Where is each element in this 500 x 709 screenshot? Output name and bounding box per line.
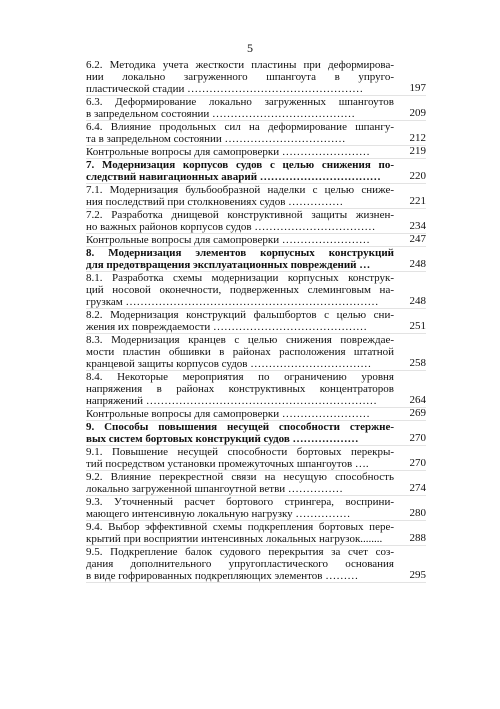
toc-entry-line: 9.2. Влияние перекрестной связи на несущую способность bbox=[86, 471, 394, 483]
toc-entry-line: 8.3. Модернизация кранцев с целью снижения повреждае- bbox=[86, 334, 394, 346]
toc-entry-line: крытий при восприятии интенсивных локальных нагрузок........ bbox=[86, 533, 383, 545]
toc-entry-line: 6.3. Деформирование локально загруженных шпангоутов bbox=[86, 96, 394, 108]
toc-chapter-entry bbox=[86, 159, 426, 184]
toc-entry-line: 7.1. Модернизация бульбообразной наделки с целью сниже- bbox=[86, 184, 394, 196]
toc-entry-line: вых систем бортовых конструкций судов ……………… bbox=[86, 433, 359, 445]
toc-entry bbox=[86, 234, 426, 247]
page-number: 5 bbox=[247, 41, 253, 55]
toc-entry bbox=[86, 408, 426, 421]
toc-entry-line: 7. Модернизация корпусов судов с целью снижения по- bbox=[86, 159, 394, 171]
toc-entry-line: жения их повреждаемости …………………………………… bbox=[86, 321, 368, 333]
toc-page-number: 264 bbox=[409, 394, 426, 406]
toc-entry bbox=[86, 209, 426, 234]
toc-entry bbox=[86, 59, 426, 96]
toc-page-number: 221 bbox=[409, 195, 426, 207]
toc-entry-line: мости пластин обшивки в районах расположения штатной bbox=[86, 346, 394, 358]
toc-entry-line: в виде гофрированных подкрепляющих элементов ……… bbox=[86, 570, 359, 582]
toc-page-number: 270 bbox=[409, 432, 426, 444]
toc-chapter-entry bbox=[86, 247, 426, 272]
toc-entry-line: 8. Модернизация элементов корпусных конструкций bbox=[86, 247, 394, 259]
toc-page-number: 247 bbox=[409, 233, 426, 245]
toc-entry-line: мающего интенсивную локальную нагрузку …………… bbox=[86, 508, 351, 520]
toc-entry-line: локально загруженной шпангоутной ветви …………… bbox=[86, 483, 343, 495]
toc-entry bbox=[86, 371, 426, 408]
table-of-contents bbox=[86, 59, 426, 583]
toc-entry-line: для предотвращения эксплуатационных повреждений … bbox=[86, 259, 371, 271]
toc-entry bbox=[86, 272, 426, 309]
toc-page-number: 219 bbox=[409, 145, 426, 157]
toc-page-number: 258 bbox=[409, 357, 426, 369]
toc-entry-line: 9.1. Повышение несущей способности бортовых перекры- bbox=[86, 446, 394, 458]
toc-entry bbox=[86, 96, 426, 121]
toc-page-number: 251 bbox=[409, 320, 426, 332]
toc-entry-line: Контрольные вопросы для самопроверки …………………… bbox=[86, 234, 370, 246]
toc-entry-line: 6.4. Влияние продольных сил на деформирование шпангу- bbox=[86, 121, 394, 133]
toc-page-number: 197 bbox=[409, 82, 426, 94]
toc-entry-line: 8.4. Некоторые мероприятия по ограничению уровня bbox=[86, 371, 394, 383]
toc-entry-line: ций носовой оконечности, подверженных слеминговым на- bbox=[86, 284, 394, 296]
toc-entry-line: тий посредством установки промежуточных шпангоутов …. bbox=[86, 458, 369, 470]
toc-entry-line: 9. Способы повышения несущей способности стержне- bbox=[86, 421, 394, 433]
toc-entry-line: следствий навигационных аварий …………………………… bbox=[86, 171, 381, 183]
toc-entry-line: но важных районов корпусов судов …………………………… bbox=[86, 221, 376, 233]
toc-entry-line: в запредельном состоянии ………………………………… bbox=[86, 108, 355, 120]
toc-entry-line: 6.2. Методика учета жесткости пластины при деформирова- bbox=[86, 59, 394, 71]
toc-page-number: 270 bbox=[409, 457, 426, 469]
toc-page-number: 295 bbox=[409, 569, 426, 581]
toc-page-number: 212 bbox=[409, 132, 426, 144]
toc-entry-line: нии локально загруженного шпангоута в упруго- bbox=[86, 71, 394, 83]
toc-entry-line: Контрольные вопросы для самопроверки …………………… bbox=[86, 146, 370, 158]
toc-entry-line: та в запредельном состоянии …………………………… bbox=[86, 133, 346, 145]
toc-entry bbox=[86, 546, 426, 583]
toc-page-number: 248 bbox=[409, 295, 426, 307]
toc-entry-line: 8.2. Модернизация конструкций фальшбортов с целью сни- bbox=[86, 309, 394, 321]
toc-page-number: 274 bbox=[409, 482, 426, 494]
toc-entry-line: 9.3. Уточненный расчет бортового стрингера, восприни- bbox=[86, 496, 394, 508]
toc-entry-line: грузкам …………………………………………………………… bbox=[86, 296, 379, 308]
toc-entry-line: 9.5. Подкрепление балок судового перекрытия за счет соз- bbox=[86, 546, 394, 558]
toc-entry-line: ния последствий при столкновениях судов …………… bbox=[86, 196, 344, 208]
toc-entry bbox=[86, 146, 426, 159]
toc-page-number: 220 bbox=[409, 170, 426, 182]
toc-entry-line: напряжений ……………………………………………………… bbox=[86, 395, 377, 407]
toc-entry bbox=[86, 334, 426, 371]
toc-entry bbox=[86, 121, 426, 146]
toc-page-number: 234 bbox=[409, 220, 426, 232]
toc-entry bbox=[86, 184, 426, 209]
toc-entry-line: 9.4. Выбор эффективной схемы подкрепления бортовых пере- bbox=[86, 521, 394, 533]
toc-entry bbox=[86, 471, 426, 496]
toc-page-number: 248 bbox=[409, 258, 426, 270]
toc-entry bbox=[86, 446, 426, 471]
toc-entry bbox=[86, 521, 426, 546]
toc-entry-line: кранцевой защиты корпусов судов …………………………… bbox=[86, 358, 372, 370]
toc-page-number: 288 bbox=[409, 532, 426, 544]
toc-entry-line: Контрольные вопросы для самопроверки …………………… bbox=[86, 408, 370, 420]
toc-entry bbox=[86, 496, 426, 521]
toc-entry-line: 7.2. Разработка днищевой конструктивной защиты жизнен- bbox=[86, 209, 394, 221]
toc-entry-line: напряжения в районах конструктивных концентраторов bbox=[86, 383, 394, 395]
toc-page-number: 280 bbox=[409, 507, 426, 519]
toc-entry-line: пластической стадии ………………………………………… bbox=[86, 83, 364, 95]
toc-entry bbox=[86, 309, 426, 334]
toc-page-number: 209 bbox=[409, 107, 426, 119]
toc-entry-line: дания дополнительного упругопластического основания bbox=[86, 558, 394, 570]
toc-page-number: 269 bbox=[409, 407, 426, 419]
toc-entry-line: 8.1. Разработка схемы модернизации корпусных конструк- bbox=[86, 272, 394, 284]
toc-chapter-entry bbox=[86, 421, 426, 446]
